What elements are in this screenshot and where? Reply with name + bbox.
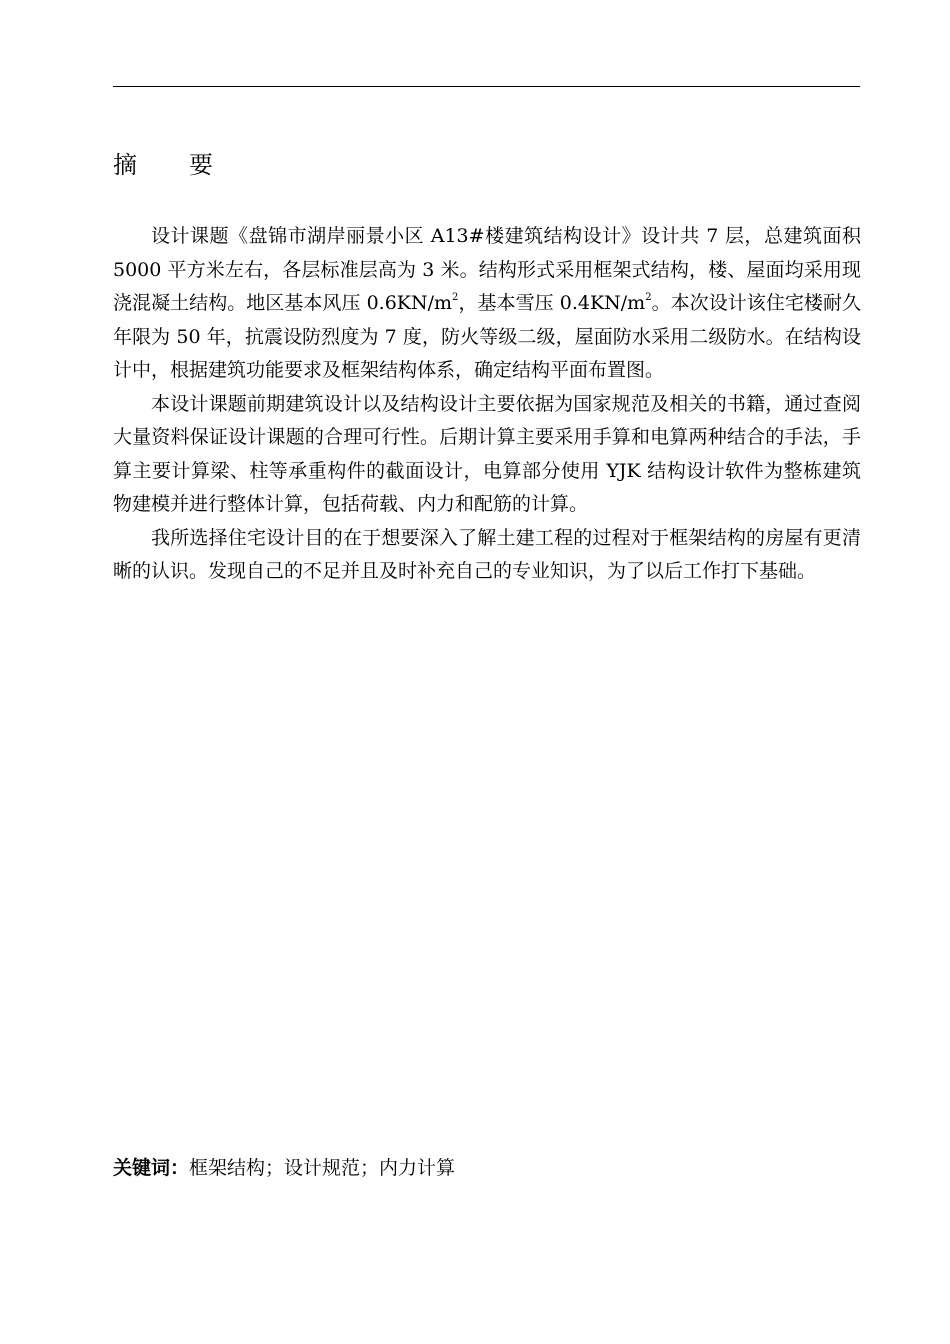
- abstract-body: [113, 220, 861, 589]
- wind-pressure-superscript: 2: [452, 292, 459, 303]
- paragraph-1-part-3: 。本次设计该住宅楼耐久年限为 50 年，抗震设防烈度为 7 度，防火等级二级，屋面防水采用二级防水。在结构设计中，根据建筑功能要求及框架结构体系，确定结构平面布置图。: [113, 292, 861, 381]
- abstract-title-char-2: 要: [189, 151, 213, 179]
- abstract-title-char-1: 摘: [113, 151, 137, 179]
- abstract-paragraph-1: [113, 220, 861, 388]
- snow-pressure-superscript: 2: [645, 292, 652, 303]
- keywords-label: 关键词：: [113, 1157, 190, 1179]
- abstract-paragraph-2: 本设计课题前期建筑设计以及结构设计主要依据为国家规范及相关的书籍，通过查阅大量资料保证设计课题的合理可行性。后期计算主要采用手算和电算两种结合的手法，手算主要计算梁、柱等承重构件的截面设计，电算部分使用 YJK 结构设计软件为整栋建筑物建模并进行整体计算，包括荷载、内力和配筋的计算。: [113, 392, 861, 515]
- header-rule: [113, 86, 860, 87]
- abstract-paragraph-3: 我所选择住宅设计目的在于想要深入了解土建工程的过程对于框架结构的房屋有更清晰的认识。发现自己的不足并且及时补充自己的专业知识，为了以后工作打下基础。: [113, 526, 861, 582]
- keywords-values: 框架结构；设计规范；内力计算: [189, 1157, 456, 1179]
- keywords-line: [113, 1152, 455, 1185]
- paragraph-1-part-1: 设计课题《盘锦市湖岸丽景小区 A13#楼建筑结构设计》设计共 7 层，总建筑面积 5000 平方米左右，各层标准层高为 3 米。结构形式采用框架式结构，楼、屋面均采用现浇混凝土结构。地区基本风压 0.6KN/m: [113, 225, 861, 314]
- abstract-title: [113, 148, 213, 182]
- paragraph-1-part-2: ，基本雪压 0.4KN/m: [458, 292, 646, 314]
